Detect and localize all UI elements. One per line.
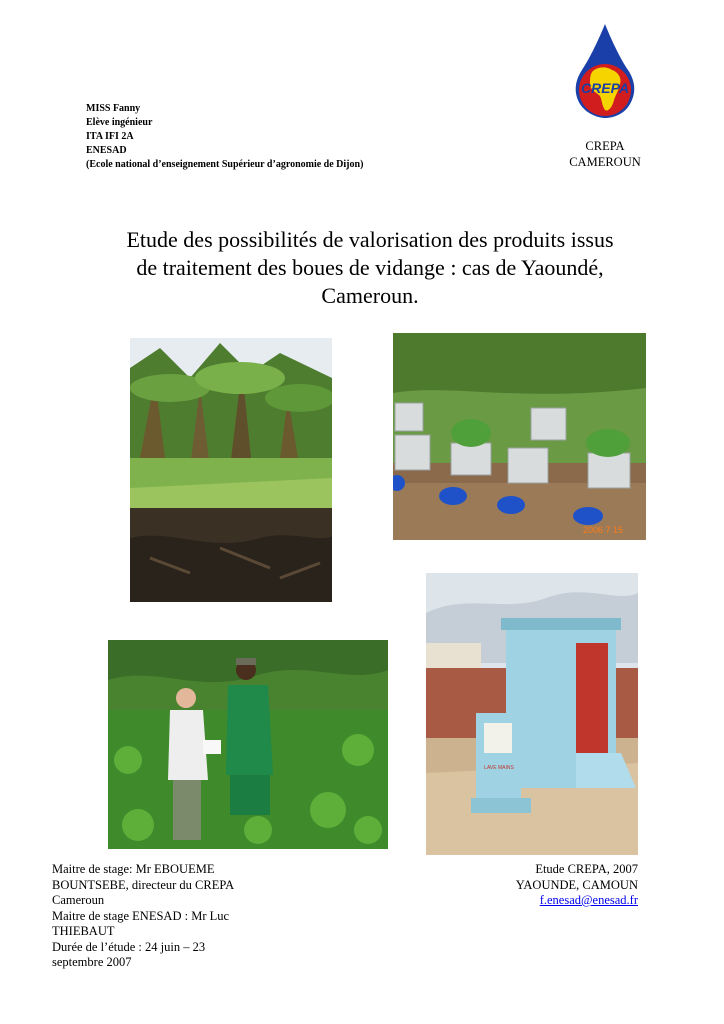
photo-banana-field	[130, 338, 332, 602]
author-status: Elève ingénieur	[86, 117, 153, 128]
org-country: CAMEROUN	[569, 155, 641, 169]
author-school-full: (Ecole national d’enseignement Supérieur d’agronomie de Dijon)	[86, 159, 364, 170]
author-block	[86, 102, 363, 172]
crepa-logo	[572, 22, 638, 120]
svg-text:CREPA: CREPA	[581, 80, 629, 96]
photo-drying-beds	[393, 333, 646, 540]
supervisor-line-4: Maitre de stage ENESAD : Mr Luc	[52, 908, 230, 923]
page-title	[70, 226, 670, 310]
author-name: MISS Fanny	[86, 103, 141, 114]
study-info-block	[430, 862, 638, 909]
svg-text:LAVE MAINS: LAVE MAINS	[484, 765, 514, 771]
study-location: YAOUNDE, CAMOUN	[515, 877, 638, 892]
author-school: ENESAD	[86, 145, 127, 156]
study-duration-line-1: Durée de l’étude : 24 juin – 23	[52, 939, 206, 954]
email-link[interactable]: f.enesad@enesad.fr	[539, 893, 638, 907]
svg-text:2006 7 15: 2006 7 15	[582, 525, 623, 535]
crepa-drop-icon	[572, 22, 638, 120]
supervisor-line-5: THIEBAUT	[52, 924, 115, 938]
title-line-3: Cameroun.	[321, 283, 419, 308]
photo-latrine	[426, 573, 638, 855]
org-name: CREPA	[585, 139, 625, 153]
supervisors-block	[52, 862, 292, 971]
title-line-2: de traitement des boues de vidange : cas de Yaoundé,	[136, 255, 604, 280]
study-year: Etude CREPA, 2007	[535, 862, 638, 876]
organization-block	[550, 138, 660, 170]
supervisor-line-2: BOUNTSEBE, directeur du CREPA	[52, 877, 235, 892]
study-duration-line-2: septembre 2007	[52, 955, 132, 969]
title-line-1: Etude des possibilités de valorisation des produits issus	[126, 227, 614, 252]
photo-field-visit	[108, 640, 388, 849]
supervisor-line-1: Maitre de stage: Mr EBOUEME	[52, 862, 215, 876]
supervisor-line-3: Cameroun	[52, 893, 105, 907]
author-class: ITA IFI 2A	[86, 131, 134, 142]
